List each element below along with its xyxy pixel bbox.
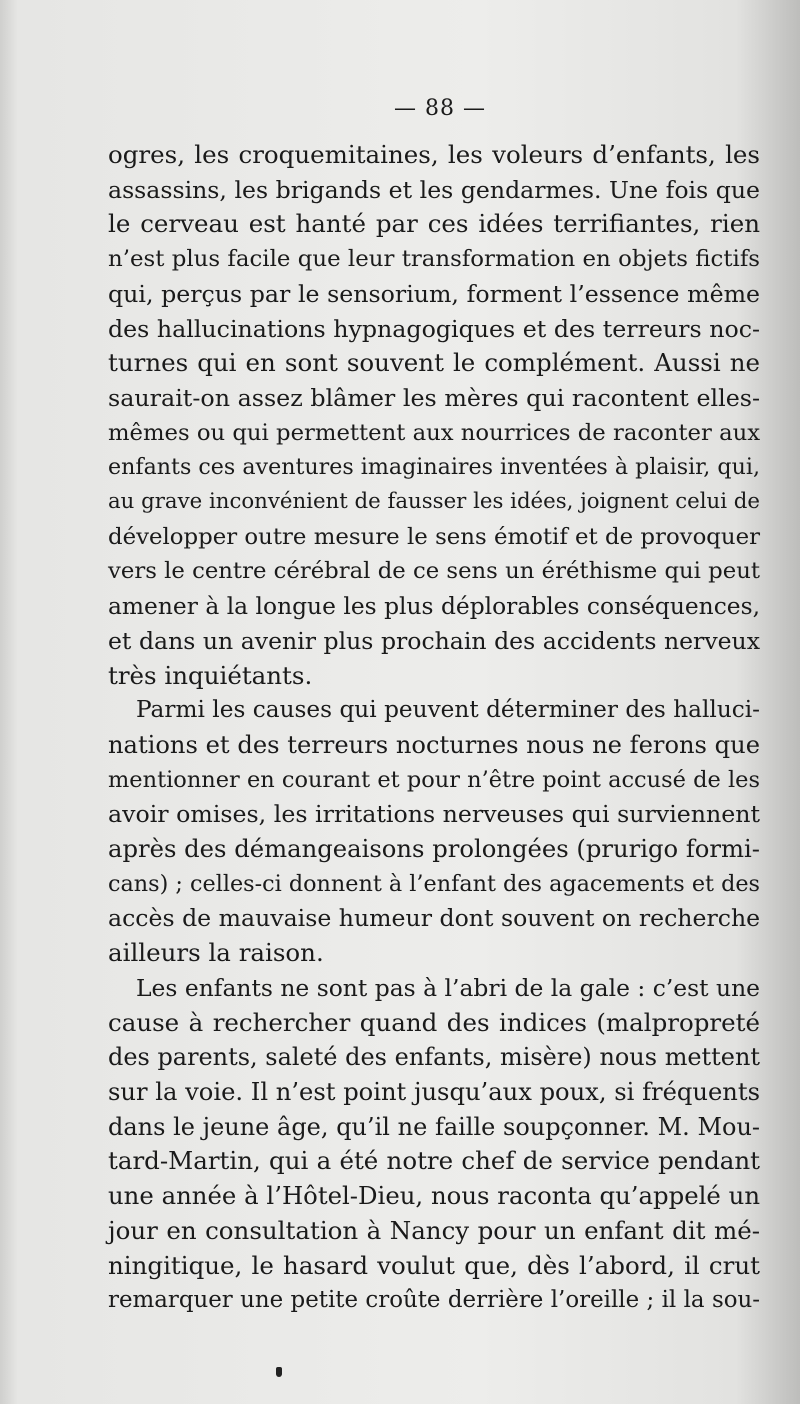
text-line: dans le jeune âge, qu’il ne faille soupçonner. M. Mou- [108,1112,760,1141]
text-line: remarquer une petite croûte derrière l’oreille ; il la sou- [108,1287,760,1314]
text-line: vers le centre cérébral de ce sens un éréthisme qui peut [108,558,760,585]
text-line: des parents, saleté des enfants, misère) nous mettent [108,1043,760,1072]
paragraph-3 [108,971,760,1318]
text-line: saurait-on assez blâmer les mères qui racontent elles- [108,383,760,412]
text-line: accès de mauvaise humeur dont souvent on recherche [108,904,761,933]
text-line: ogres, les croquemitaines, les voleurs d’enfants, les [108,140,760,169]
paragraph-2 [108,693,760,971]
text-line: cans) ; celles-ci donnent à l’enfant des agacements et des [108,870,760,897]
text-line: avoir omises, les irritations nerveuses qui surviennent [108,800,760,829]
text-line: enfants ces aventures imaginaires inventées à plaisir, qui, [108,454,760,481]
text-line: après des démangeaisons prolongées (prurigo formi- [108,834,760,864]
text-line: cause à rechercher quand des indices (malpropreté [108,1007,760,1037]
text-line: Les enfants ne sont pas à l’abri de la gale : c’est une [136,973,760,1002]
text-line: jour en consultation à Nancy pour un enfant dit mé- [108,1215,760,1245]
text-line: sur la voie. Il n’est point jusqu’aux poux, si fréquents [108,1077,760,1106]
text-line: développer outre mesure le sens émotif et de provoquer [108,523,760,550]
text-line: et dans un avenir plus prochain des accidents nerveux [108,626,760,655]
body-text [108,138,760,1318]
text-line: turnes qui en sont souvent le complément. Aussi ne [108,348,760,378]
text-line: Parmi les causes qui peuvent déterminer des halluci- [136,696,760,724]
text-line: mêmes ou qui permettent aux nourrices de raconter aux [108,419,761,446]
paragraph-1 [108,138,760,693]
text-line: au grave inconvénient de fausser les idées, joignent celui de [108,489,760,515]
text-line: nations et des terreurs nocturnes nous ne ferons que [108,730,760,759]
page-number: — 88 — [394,96,486,121]
text-line: ailleurs la raison. [108,938,324,968]
text-line: des hallucinations hypnagogiques et des terreurs noc- [108,314,760,343]
ink-mark [276,1367,282,1377]
text-line: très inquiétants. [108,660,313,690]
text-line: le cerveau est hanté par ces idées terrifiantes, rien [108,209,760,239]
text-line: une année à l’Hôtel-Dieu, nous raconta qu’appelé un [108,1181,760,1211]
text-line: n’est plus facile que leur transformation en objets fictifs [108,246,760,273]
text-line: qui, perçus par le sensorium, forment l’essence même [108,279,760,308]
text-line: assassins, les brigands et les gendarmes. Une fois que [108,175,760,204]
text-line: mentionner en courant et pour n’être point accusé de les [108,766,760,793]
text-line: amener à la longue les plus déplorables conséquences, [108,592,760,621]
text-line: ningitique, le hasard voulut que, dès l’abord, il crut [108,1250,760,1280]
text-line: tard-Martin, qui a été notre chef de service pendant [108,1146,760,1176]
